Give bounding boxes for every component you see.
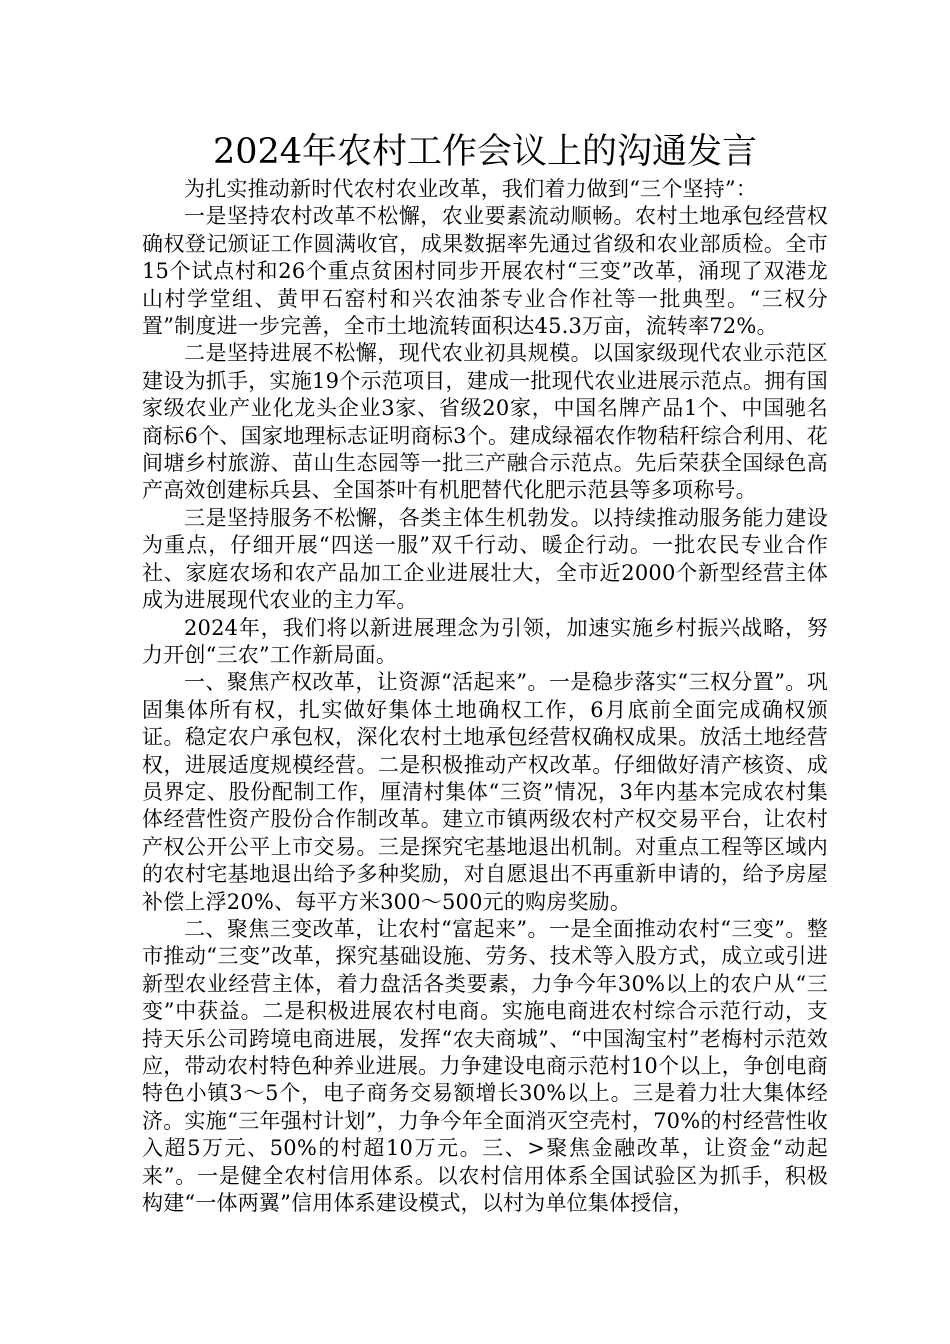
paragraph-three-changes: 二、聚焦三变改革，让农村“富起来”。一是全面推动农村“三变”。整市推动“三变”改革，探究基础设施、劳务、技术等入股方式，成立或引进新型农业经营主体，着力盘活各类要素，力争今年30%以上的农户从“三变”中获益。二是积极进展农村电商。实施电商进农村综合示范行动，支持天乐公司跨境电商进展，发挥“农夫商城”、“中国淘宝村”老梅村示范效应，带动农村特色种养业进展。力争建设电商示范村10个以上，争创电商特色小镇3～5个，电子商务交易额增长30%以上。三是着力壮大集体经济。实施“三年强村计划”，力争今年全面消灭空壳村，70%的村经营性收入超5万元、50%的村超10万元。三、>聚焦金融改革，让资金“动起来”。一是健全农村信用体系。以农村信用体系全国试验区为抓手，积极构建“一体两翼”信用体系建设模式，以村为单位集体授信， [142, 916, 828, 1216]
paragraph-intro: 为扎实推动新时代农村农业改革，我们着力做到“三个坚持”： [184, 177, 758, 201]
paragraph-service: 三是坚持服务不松懈，各类主体生机勃发。以持续推动服务能力建设为重点，仔细开展“四送一服”双千行动、暖企行动。一批农民专业合作社、家庭农场和农产品加工企业进展壮大，全市近2000个新型经营主体成为进展现代农业的主力军。 [142, 505, 828, 613]
paragraph-development: 二是坚持进展不松懈，现代农业初具规模。以国家级现代农业示范区建设为抓手，实施19个示范项目，建成一批现代农业进展示范点。拥有国家级农业产业化龙头企业3家、省级20家，中国名牌产品1个、中国驰名商标6个、国家地理标志证明商标3个。建成绿福农作物秸秆综合利用、花间塘乡村旅游、苗山生态园等一批三产融合示范点。先后荣获全国绿色高产高效创建标兵县、全国茶叶有机肥替代化肥示范县等多项称号。 [142, 341, 828, 503]
paragraph-property-rights: 一、聚焦产权改革，让资源“活起来”。一是稳步落实“三权分置”。巩固集体所有权，扎实做好集体土地确权工作，6月底前全面完成确权颁证。稳定农户承包权，深化农村土地承包经营权确权成果。放活土地经营权，进展适度规模经营。二是积极推动产权改革。仔细做好清产核资、成员界定、股份配制工作，厘清村集体“三资”情况，3年内基本完成农村集体经营性资产股份合作制改革。建立市镇两级农村产权交易平台，让农村产权公开公平上市交易。三是探究宅基地退出机制。对重点工程等区域内的农村宅基地退出给予多种奖励，对自愿退出不再重新申请的，给予房屋补偿上浮20%、每平方米300～500元的购房奖励。 [142, 670, 828, 914]
paragraph-2024-plan: 2024年，我们将以新进展理念为引领，加速实施乡村振兴战略，努力开创“三农”工作新局面。 [142, 615, 828, 667]
document-page [142, 128, 828, 1217]
document-title: 2024年农村工作会议上的沟通发言 [212, 132, 758, 172]
paragraph-reform: 一是坚持农村改革不松懈，农业要素流动顺畅。农村土地承包经营权确权登记颁证工作圆满收官，成果数据率先通过省级和农业部质检。全市15个试点村和26个重点贫困村同步开展农村“三变”改革，涌现了双港龙山村学堂组、黄甲石窑村和兴农油茶专业合作社等一批典型。“三权分置”制度进一步完善，全市土地流转面积达45.3万亩，流转率72%。 [142, 204, 828, 339]
